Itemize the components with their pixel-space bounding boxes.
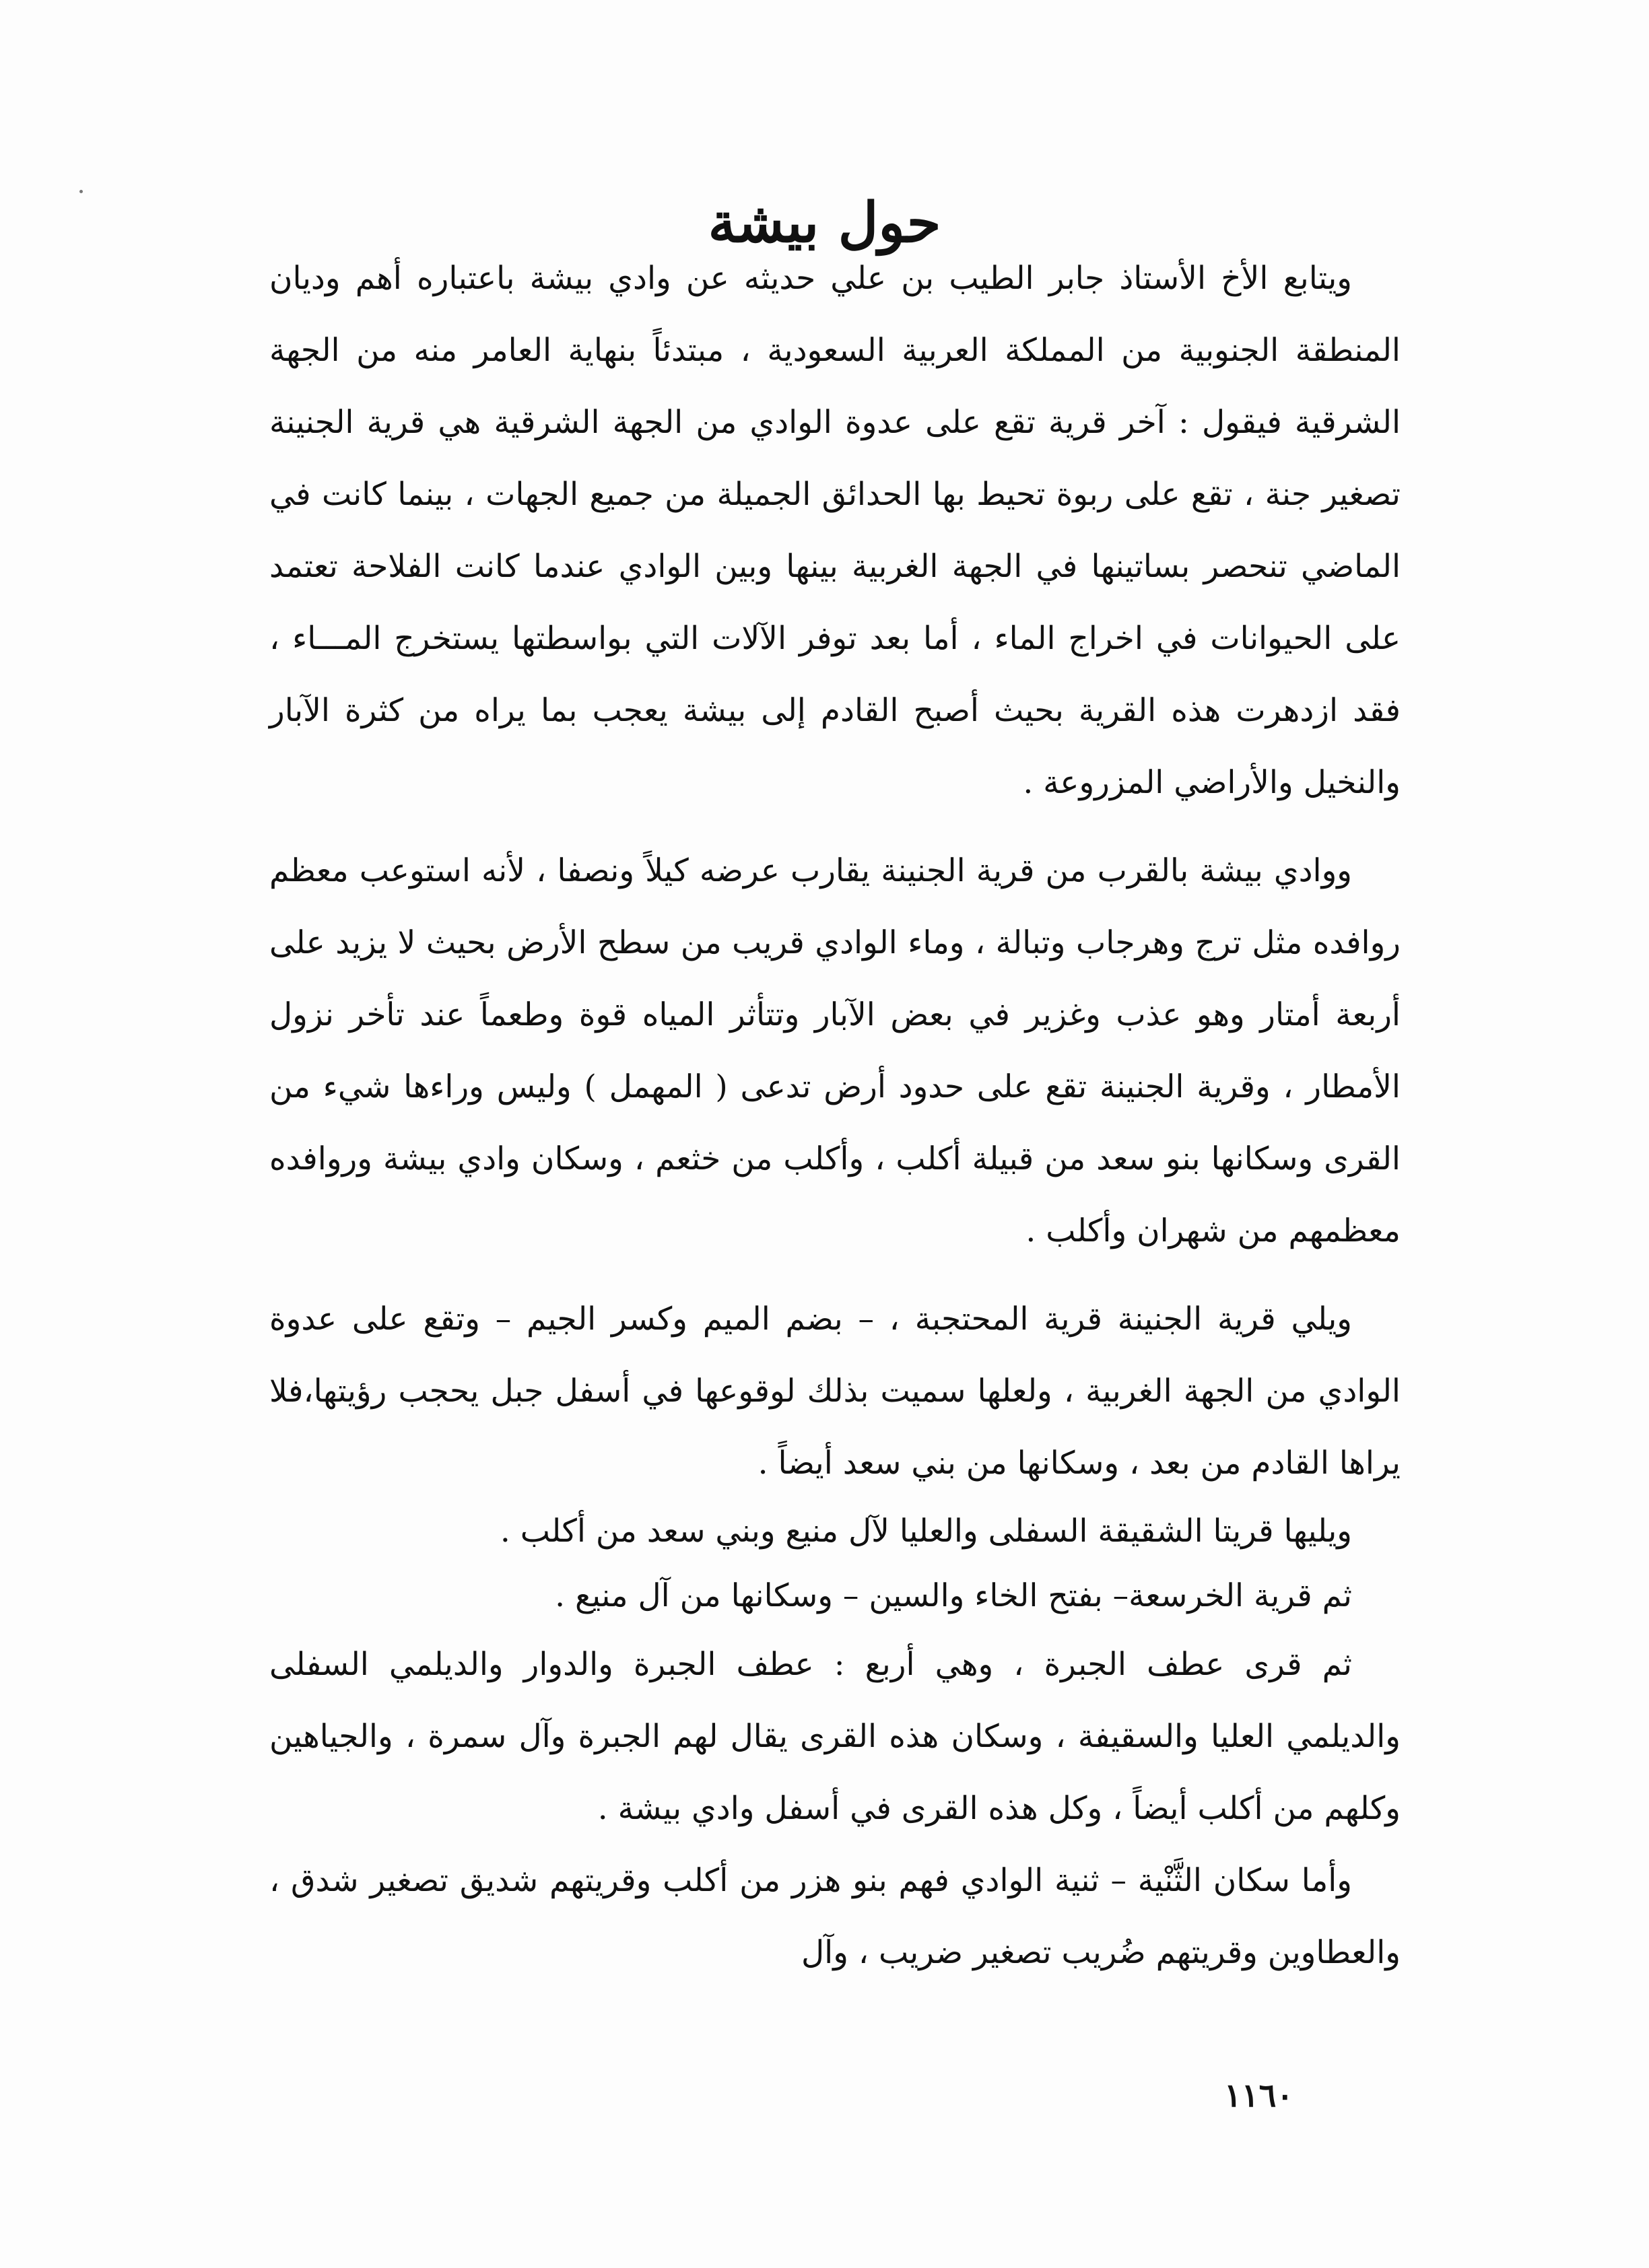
scan-speck: [79, 190, 83, 193]
paragraph-5: ثم قرية الخرسعة– بفتح الخاء والسين – وسكانها من آل منيع .: [555, 1577, 1352, 1614]
paragraph-1: ويتابع الأخ الأستاذ جابر الطيب بن علي حديثه عن وادي بيشة باعتباره أهم وديان المنطقة الجنوبية من المملكة العربية السعودية ، مبتدئاً بنهاية العامر منه من الجهة الشرقية فيقول : آخر قرية تقع على عدوة الوادي من الجهة الشرقية هي قرية الجنينة تصغير جنة ، تقع على ربوة تحيط بها الحدائق الجميلة من جميع الجهات ، بينما كانت في الماضي تنحصر بساتينها في الجهة الغربية بينها وبين الوادي عندما كانت الفلاحة تعتمد على الحيوانات في اخراج الماء ، أما بعد توفر الآلات التي بواسطتها يستخرج المـــاء ، فقد ازدهرت هذه القرية بحيث أصبح القادم إلى بيشة يعجب بما يراه من كثرة الآبار والنخيل والأراضي المزروعة .: [269, 260, 1401, 801]
paragraph-4: ويليها قريتا الشقيقة السفلى والعليا لآل منيع وبني سعد من أكلب .: [500, 1513, 1352, 1550]
paragraph-2: ووادي بيشة بالقرب من قرية الجنينة يقارب عرضه كيلاً ونصفا ، لأنه استوعب معظم روافده مثل ترج وهرجاب وتبالة ، وماء الوادي قريب من سطح الأرض بحيث لا يزيد على أربعة أمتار وهو عذب وغزير في بعض الآبار وتتأثر المياه قوة وطعماً عند تأخر نزول الأمطار ، وقرية الجنينة تقع على حدود أرض تدعى ( المهمل ) وليس وراءها شيء من القرى وسكانها بنو سعد من قبيلة أكلب ، وأكلب من خثعم ، وسكان وادي بيشة وروافده معظمهم من شهران وأكلب .: [269, 852, 1401, 1249]
paragraph-6: ثم قرى عطف الجبرة ، وهي أربع : عطف الجبرة والدوار والديلمي السفلى والديلمي العليا والسقيفة ، وسكان هذه القرى يقال لهم الجبرة وآل سمرة ، والجياهين وكلهم من أكلب أيضاً ، وكل هذه القرى في أسفل وادي بيشة .: [269, 1646, 1401, 1827]
paragraph-3: ويلي قرية الجنينة قرية المحتجبة ، – بضم الميم وكسر الجيم – وتقع على عدوة الوادي من الجهة الغربية ، ولعلها سميت بذلك لوقوعها في أسفل جبل يحجب رؤيتها،فلا يراها القادم من بعد ، وسكانها من بني سعد أيضاً .: [269, 1301, 1401, 1482]
paragraph-7: وأما سكان الثَّنْية – ثنية الوادي فهم بنو هزر من أكلب وقريتهم شديق تصغير شدق ، والعطاوين وقريتهم ضُريب تصغير ضريب ، وآل: [269, 1862, 1401, 1971]
page-number: ١١٦٠: [1224, 2077, 1294, 2115]
article-body: [269, 242, 1401, 2033]
page-title: حول بيشة: [708, 190, 941, 255]
